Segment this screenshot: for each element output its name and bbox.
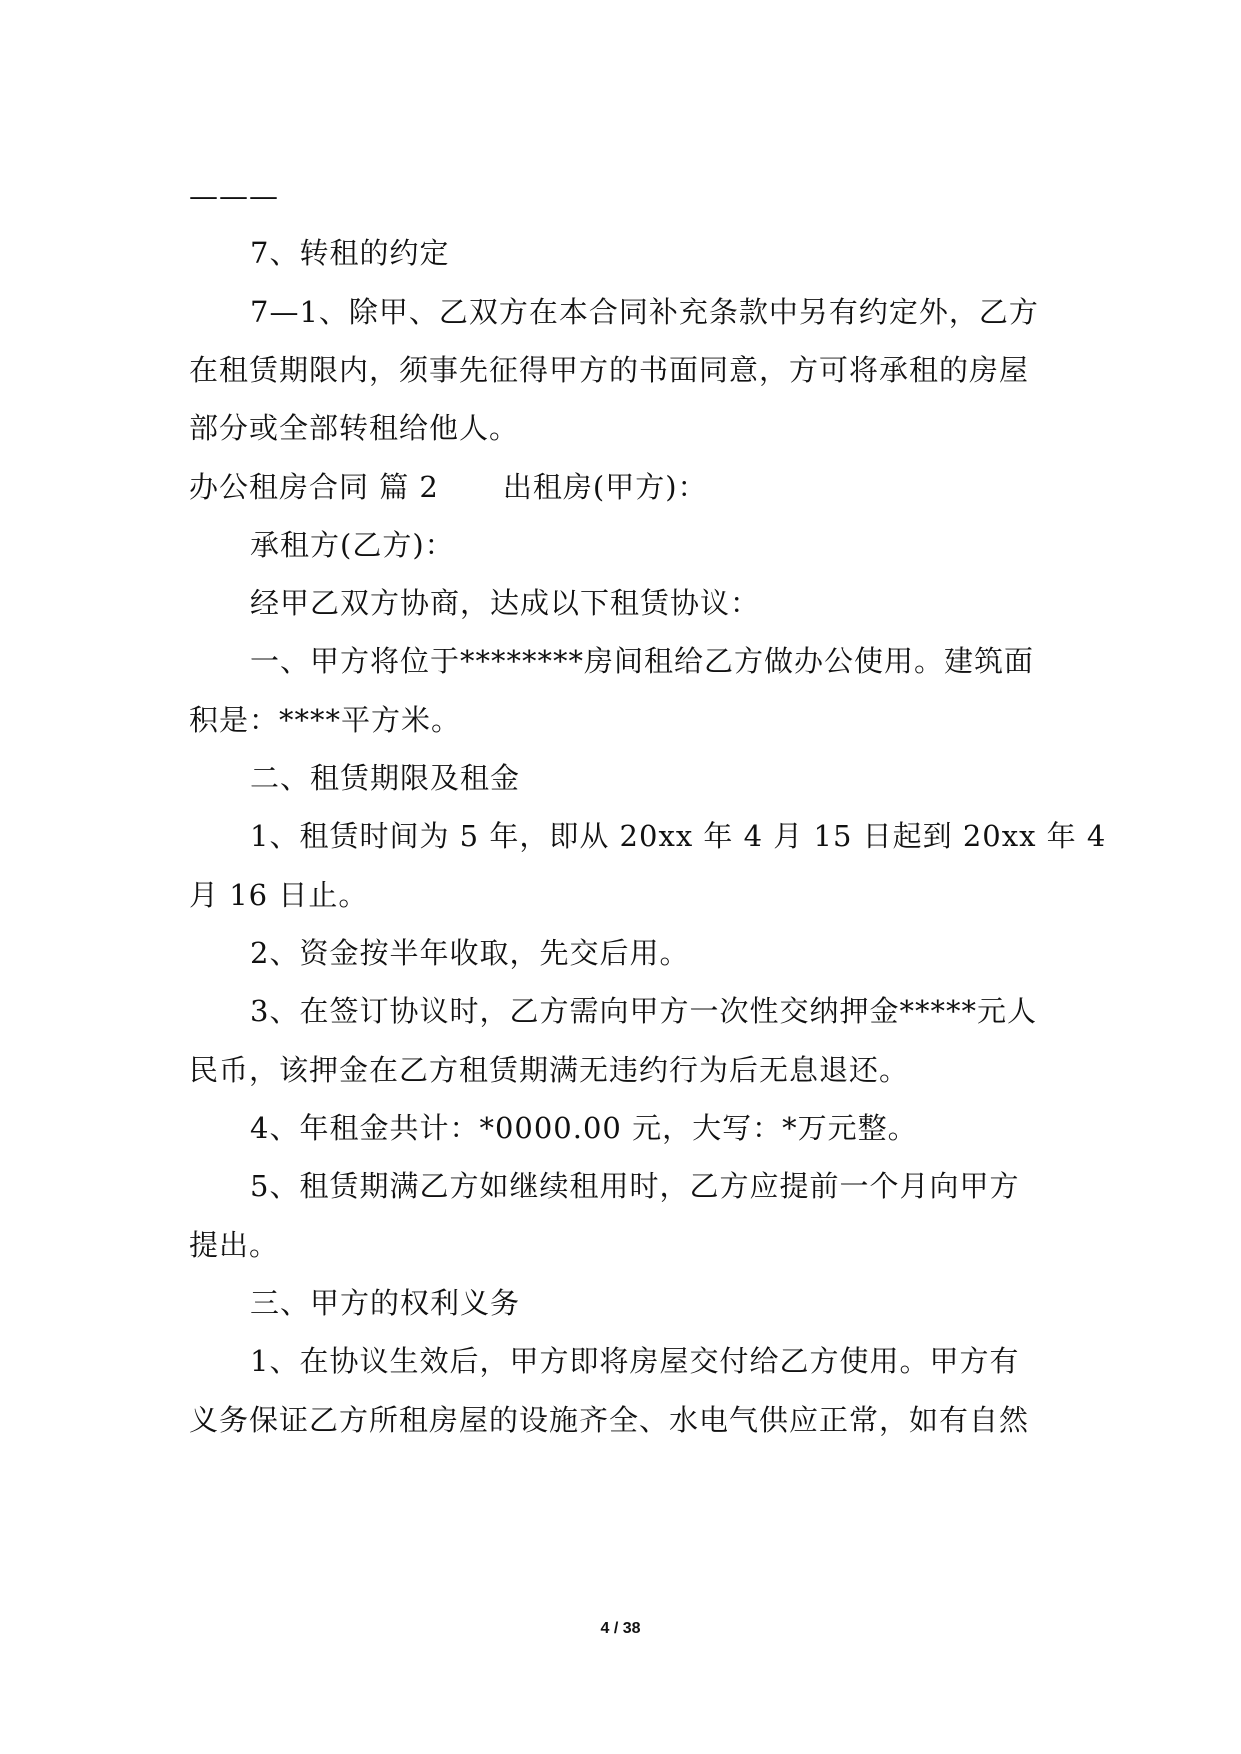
paragraph-line: 一、甲方将位于********房间租给乙方做办公使用。建筑面 xyxy=(250,644,1035,678)
paragraph-line: 在租赁期限内，须事先征得甲方的书面同意，方可将承租的房屋 xyxy=(189,353,1030,387)
paragraph-line: 提出。 xyxy=(189,1228,280,1262)
party-b-label: 承租方(乙方)： xyxy=(250,528,455,562)
paragraph-line: 民币，该押金在乙方租赁期满无违约行为后无息退还。 xyxy=(189,1053,910,1087)
separator-dash: ——— xyxy=(189,179,279,213)
paragraph-line: 月 16 日止。 xyxy=(189,878,369,912)
paragraph-line: 经甲乙双方协商，达成以下租赁协议： xyxy=(250,586,761,620)
party-a-label: 出租房(甲方)： xyxy=(502,470,708,504)
paragraph-line: 1、租赁时间为 5 年，即从 20xx 年 4 月 15 日起到 20xx 年 4 xyxy=(250,819,1107,853)
paragraph-line: 部分或全部转租给他人。 xyxy=(189,411,520,445)
paragraph-line: 积是：****平方米。 xyxy=(189,703,462,737)
paragraph-line: 4、年租金共计：*0000.00 元，大写：*万元整。 xyxy=(250,1111,918,1145)
clause-heading: 7、转租的约定 xyxy=(250,236,450,270)
paragraph-line: 2、资金按半年收取，先交后用。 xyxy=(250,936,690,970)
paragraph-line: 7—1、除甲、乙双方在本合同补充条款中另有约定外，乙方 xyxy=(250,295,1039,329)
page-number: 4 / 38 xyxy=(600,1620,641,1637)
paragraph-line: 5、租赁期满乙方如继续租用时，乙方应提前一个月向甲方 xyxy=(250,1169,1020,1203)
clause-heading: 三、甲方的权利义务 xyxy=(250,1286,521,1320)
paragraph-line: 3、在签订协议时，乙方需向甲方一次性交纳押金*****元人 xyxy=(250,994,1037,1028)
paragraph-line: 义务保证乙方所租房屋的设施齐全、水电气供应正常，如有自然 xyxy=(189,1403,1030,1437)
paragraph-line: 1、在协议生效后，甲方即将房屋交付给乙方使用。甲方有 xyxy=(250,1344,1020,1378)
section-header xyxy=(189,467,708,507)
clause-heading: 二、租赁期限及租金 xyxy=(250,761,521,795)
section-title: 办公租房合同 篇 2 xyxy=(189,470,439,504)
